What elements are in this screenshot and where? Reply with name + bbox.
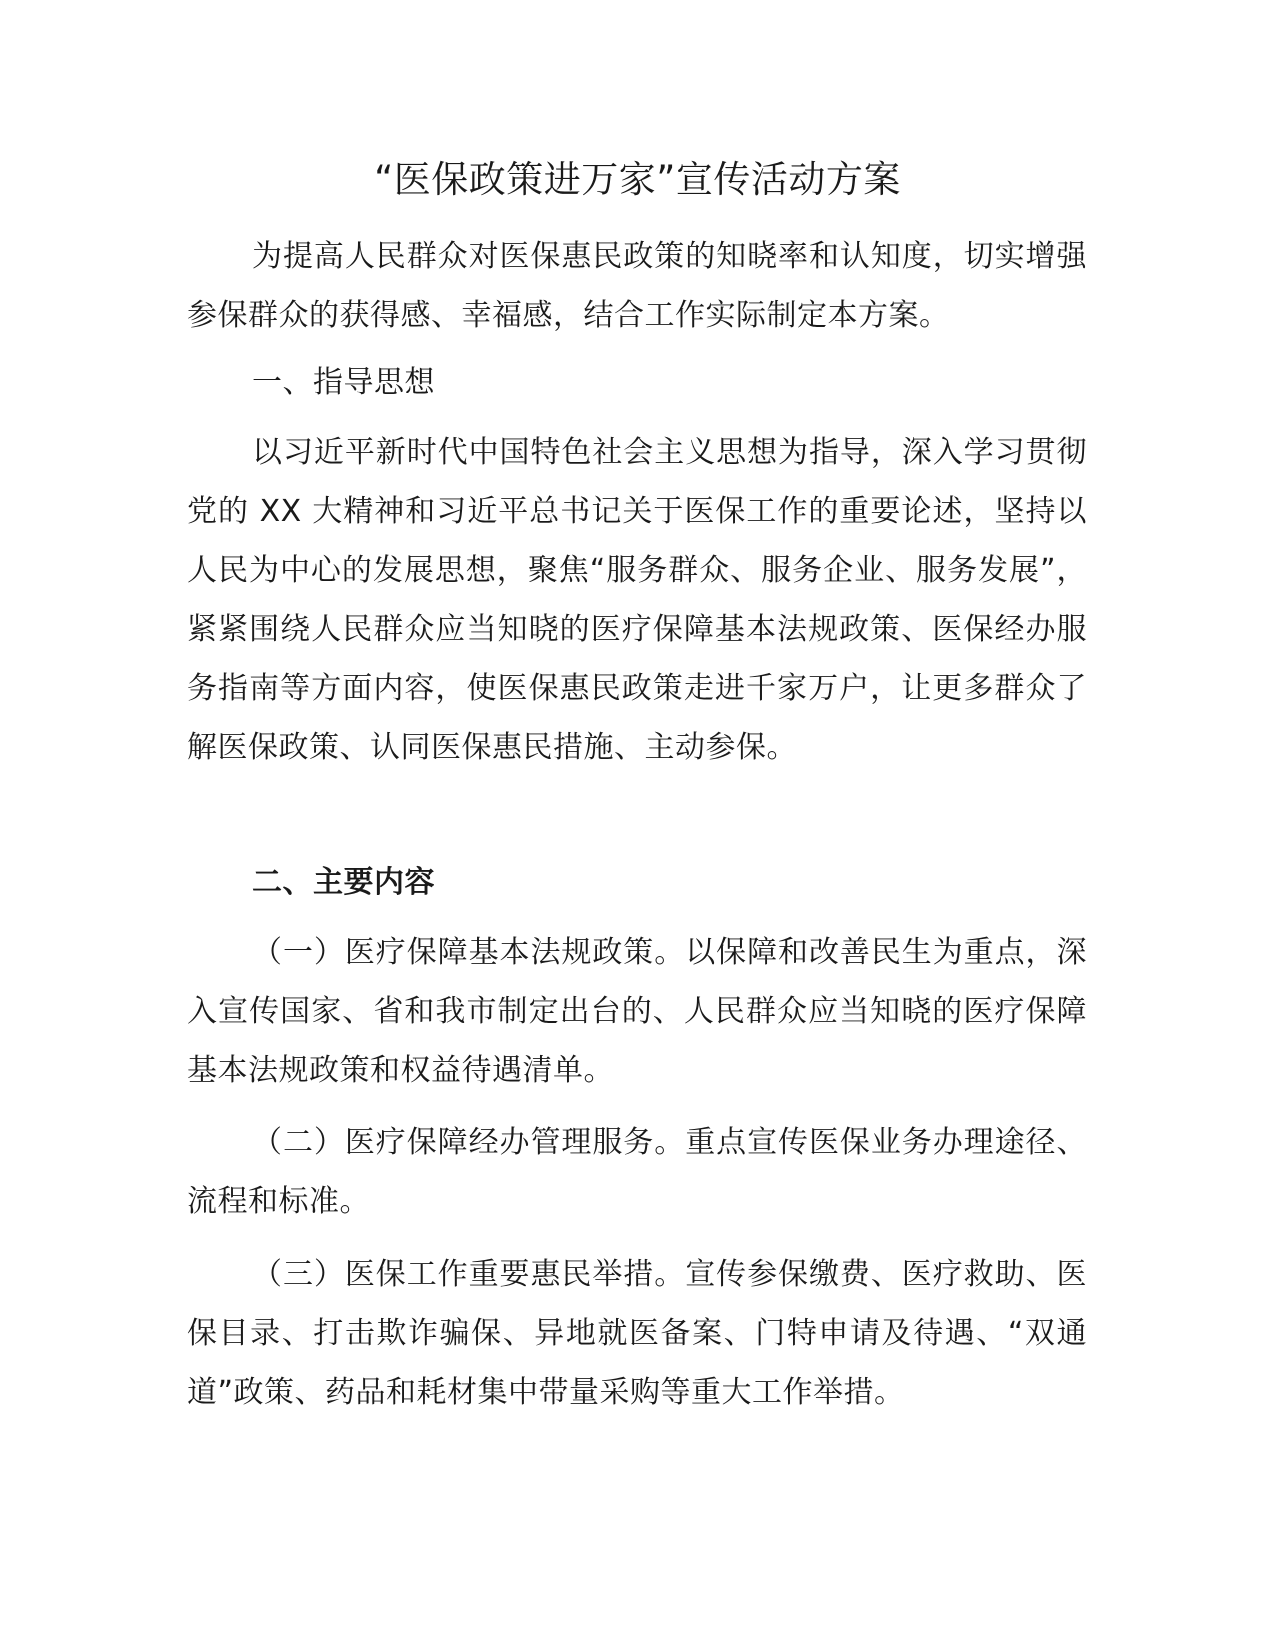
section-one-heading: 一、指导思想: [252, 365, 435, 400]
section-two-item-3: （三）医保工作重要惠民举措。宣传参保缴费、医疗救助、医保目录、打击欺诈骗保、异地就医备案、门特申请及待遇、“双通道”政策、药品和耗材集中带量采购等重大工作举措。: [187, 1257, 1087, 1410]
section-one-paragraph: 以习近平新时代中国特色社会主义思想为指导，深入学习贯彻党的 XX 大精神和习近平总书记关于医保工作的重要论述，坚持以人民为中心的发展思想，聚焦“服务群众、服务企业、服务发展”，紧紧围绕人民群众应当知晓的医疗保障基本法规政策、医保经办服务指南等方面内容，使医保惠民政策走进千家万户，让更多群众了解医保政策、认同医保惠民措施、主动参保。: [187, 435, 1087, 765]
intro-paragraph: 为提高人民群众对医保惠民政策的知晓率和认知度，切实增强参保群众的获得感、幸福感，结合工作实际制定本方案。: [187, 239, 1087, 333]
section-two-item-2: （二）医疗保障经办管理服务。重点宣传医保业务办理途径、流程和标准。: [187, 1125, 1087, 1219]
document-title: “医保政策进万家”宣传活动方案: [374, 158, 901, 201]
section-two-item-1: （一）医疗保障基本法规政策。以保障和改善民生为重点，深入宣传国家、省和我市制定出台的、人民群众应当知晓的医疗保障基本法规政策和权益待遇清单。: [187, 935, 1087, 1088]
section-two-heading: 二、主要内容: [252, 865, 435, 900]
